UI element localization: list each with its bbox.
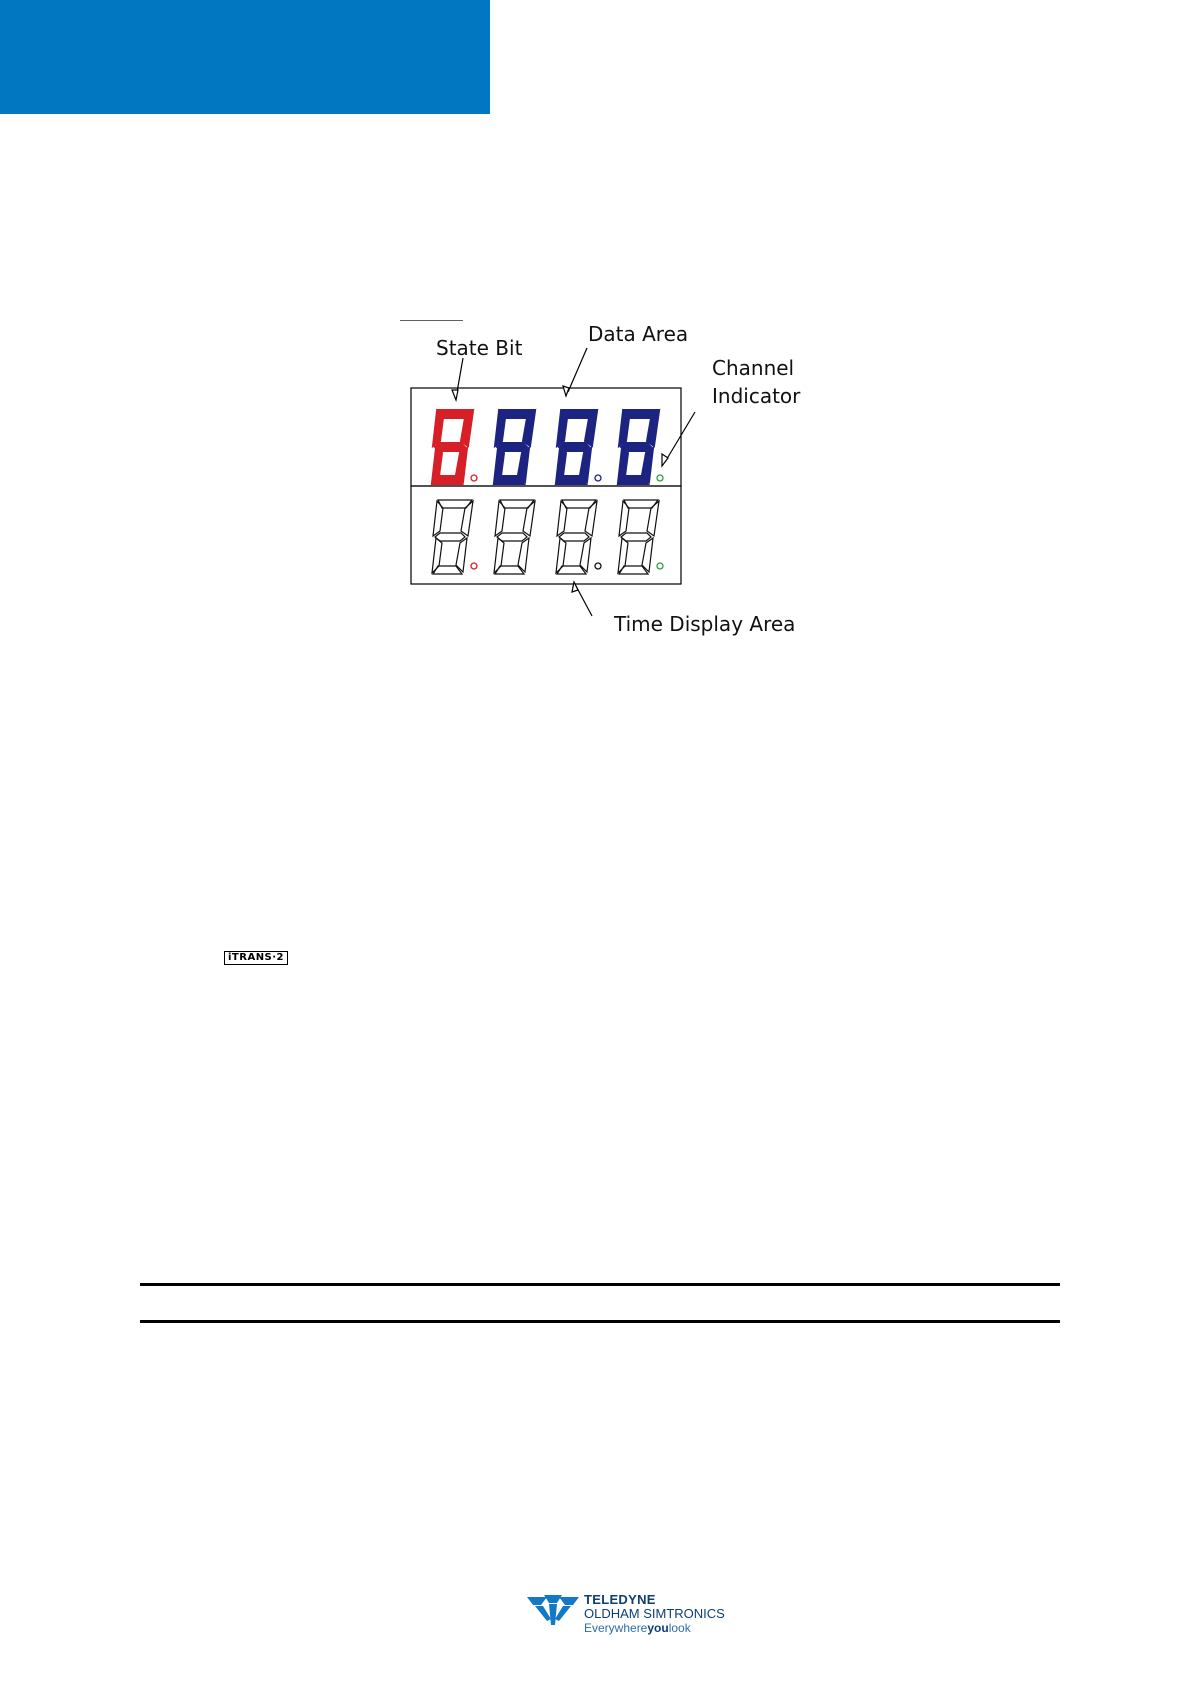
time-digit-3 — [556, 500, 597, 574]
time-dot-3 — [657, 563, 663, 569]
footer-rule-top — [140, 1283, 1060, 1286]
time-digit-1 — [432, 500, 473, 574]
time-dot-1 — [471, 563, 477, 569]
time-display-area-label: Time Display Area — [614, 612, 796, 636]
brand-company: TELEDYNE — [584, 1592, 656, 1607]
decimal-dot — [595, 475, 601, 481]
teledyne-logo-icon — [527, 1593, 579, 1627]
state-bit-dot — [471, 475, 477, 481]
data-digit-1 — [494, 410, 535, 484]
data-panel — [411, 388, 681, 486]
state-bit-label: State Bit — [436, 336, 523, 360]
channel-indicator-label: Channel Indicator — [712, 356, 801, 408]
display-diagram — [400, 320, 810, 650]
header-band — [0, 0, 490, 114]
data-digit-2 — [556, 410, 597, 484]
time-digit-4 — [618, 500, 659, 574]
itrans-product-logo: iTRANS·2 — [224, 951, 288, 965]
footer-rule-bottom — [140, 1320, 1060, 1323]
channel-indicator-dot — [657, 475, 663, 481]
state-bit-digit — [432, 410, 473, 484]
teledyne-logo — [527, 1593, 727, 1643]
time-dot-2 — [595, 563, 601, 569]
brand-division: OLDHAM SIMTRONICS — [584, 1606, 725, 1621]
time-digit-2 — [494, 500, 535, 574]
data-area-label: Data Area — [588, 322, 689, 346]
brand-tagline: Everywhereyoulook — [584, 1621, 691, 1635]
data-digit-3 — [618, 410, 659, 484]
time-panel — [411, 486, 681, 584]
